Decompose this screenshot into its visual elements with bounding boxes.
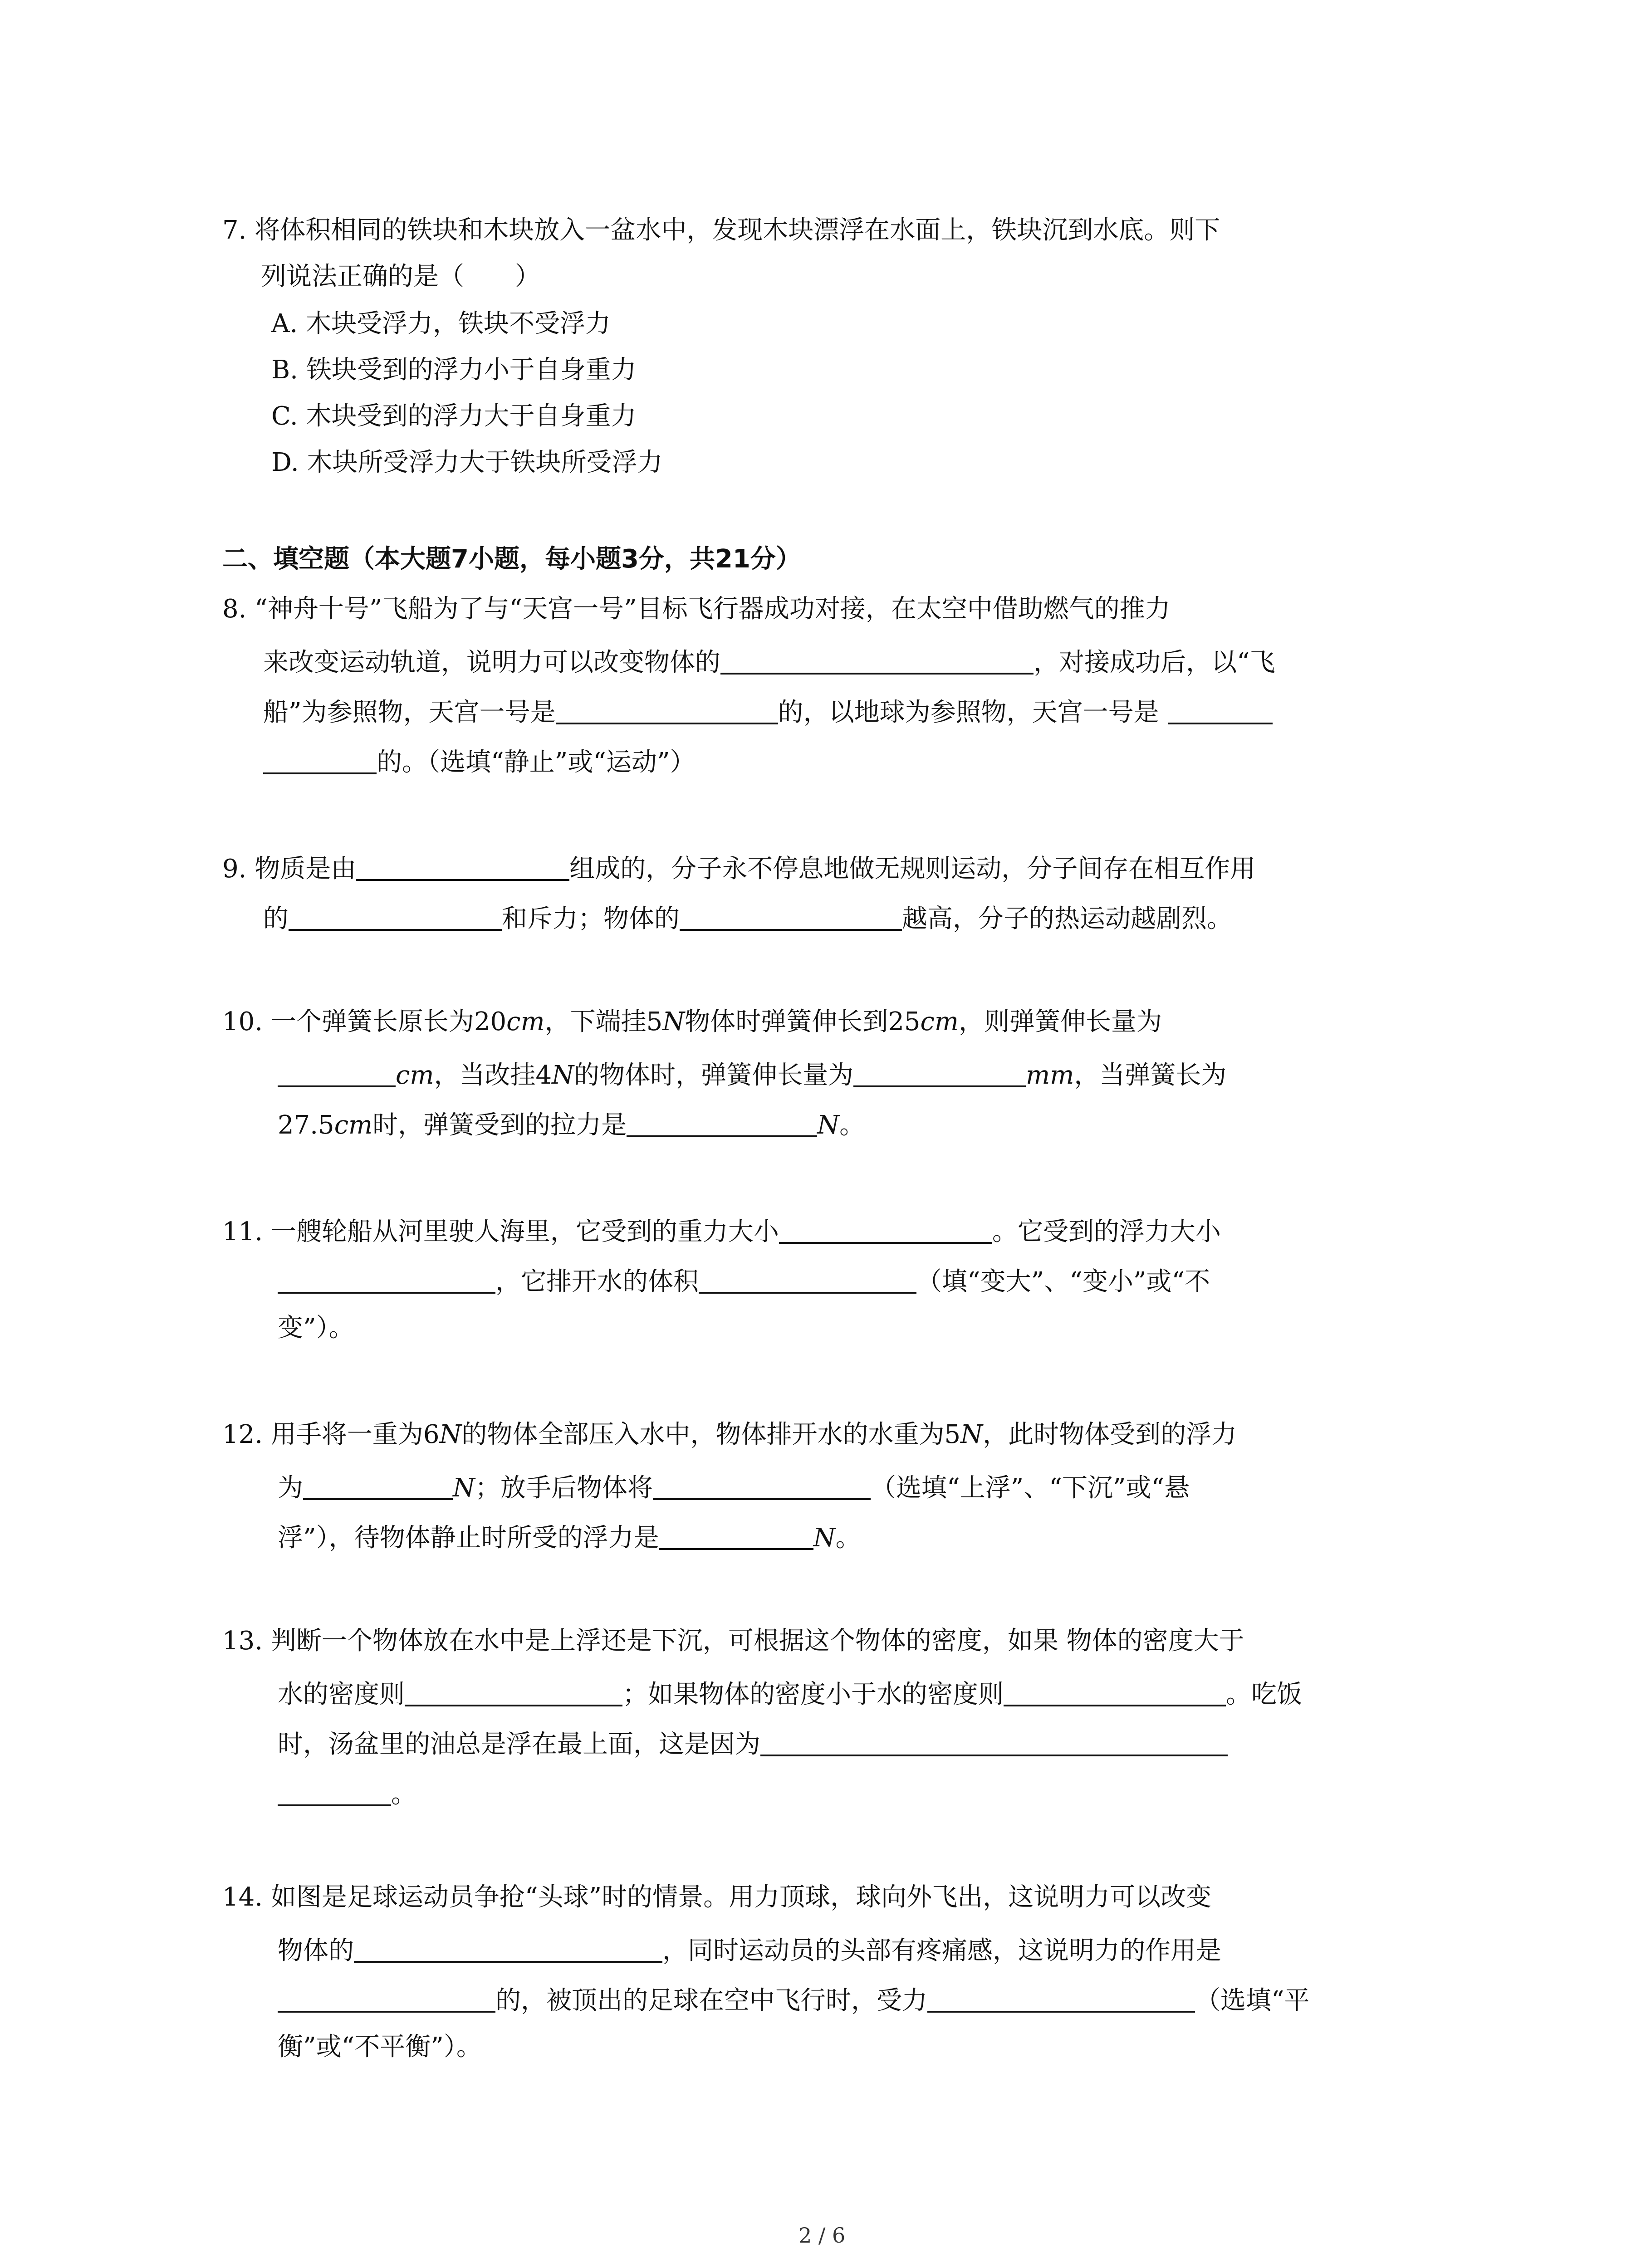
q12-text: ；放手后物体将 [475,1473,653,1503]
q12-unit: N [439,1420,462,1449]
q11-line1 [222,1216,1221,1245]
q9-line2 [263,903,1232,932]
q12-line2 [278,1472,1190,1501]
q11-blank-3[interactable] [699,1266,916,1294]
q10-value: 4 [535,1061,552,1090]
q10-value: 5 [646,1007,663,1036]
q14-line2 [278,1935,1221,1964]
q14-text: 的，被顶出的足球在空中飞行时，受力 [495,1986,927,2015]
q9-blank-3[interactable] [680,903,902,931]
q10-unit: cm [920,1007,959,1036]
q13-blank-1[interactable] [405,1678,622,1706]
q12-unit: N [960,1420,983,1449]
q8-line1: 8. “神舟十号”飞船为了与“天宫一号”目标飞行器成功对接，在太空中借助燃气的推力 [222,594,1171,624]
q10-text: ，下端挂 [544,1007,647,1036]
q12-text: 的物体全部压入水中，物体排开水的水重为 [461,1420,945,1449]
section-title: 二、填空题（本大题7小题，每小题3分，共21分） [222,544,801,574]
q10-unit: N [552,1061,574,1090]
q14-text: ，同时运动员的头部有疼痛感，这说明力的作用是 [662,1936,1221,1965]
q8-blank-3b[interactable] [263,746,377,774]
q10-line2 [278,1059,1226,1088]
q14-text: （选填“平 [1195,1986,1310,2015]
q11-line2 [278,1266,1210,1295]
q10-text: 10. 一个弹簧长原长为 [222,1007,474,1036]
q8-text: 来改变运动轨道，说明力可以改变物体的 [263,648,720,677]
q10-text: ，当改挂 [434,1061,536,1090]
q13-blank-3a[interactable] [760,1728,1228,1756]
q9-text: 组成的，分子永不停息地做无规则运动，分子间存在相互作用 [569,854,1256,884]
q10-text: ，则弹簧伸长量为 [958,1007,1162,1036]
q10-text: 物体时弹簧伸长到 [685,1007,888,1036]
q8-text: ，对接成功后，以“飞 [1034,648,1275,677]
q13-line4 [278,1778,416,1807]
q14-line1: 14. 如图是足球运动员争抢“头球”时的情景。用力顶球，球向外飞出，这说明力可以改变 [222,1882,1212,1912]
q7-option-b: B. 铁块受到的浮力小于自身重力 [271,355,637,385]
q11-text: 11. 一艘轮船从河里驶人海里，它受到的重力大小 [222,1217,779,1246]
q8-blank-3a[interactable] [1168,696,1273,724]
q8-text: 的。（选填“静止”或“运动”） [377,748,696,777]
q11-text: 。它受到的浮力大小 [992,1217,1221,1246]
q12-text: 12. 用手将一重为 [222,1420,423,1449]
q10-unit: cm [334,1110,373,1140]
q12-unit: N [453,1473,475,1503]
q13-line3 [278,1728,1228,1757]
q14-text: 物体的 [278,1936,354,1965]
q14-blank-3[interactable] [927,1984,1195,2013]
q11-text: ，它排开水的体积 [495,1267,699,1296]
q12-text: （选填“上浮”、“下沉”或“悬 [871,1473,1190,1503]
q9-text: 9. 物质是由 [222,854,357,884]
q7-option-c: C. 木块受到的浮力大于自身重力 [271,401,637,431]
q8-text: 船”为参照物，天宫一号是 [263,698,556,727]
q9-line1 [222,853,1255,882]
q12-value: 5 [944,1420,961,1449]
q8-blank-1[interactable] [720,646,1034,675]
page-number: 2 / 6 [798,2223,846,2248]
q9-text: 的 [263,904,289,934]
q14-line3 [278,1984,1310,2014]
q10-text: 时，弹簧受到的拉力是 [372,1110,627,1140]
q10-blank-3[interactable] [627,1109,817,1137]
q12-value: 6 [423,1420,440,1449]
q7-option-a: A. 木块受浮力，铁块不受浮力 [271,309,611,338]
q10-blank-1[interactable] [278,1059,396,1087]
q10-unit: N [662,1007,685,1036]
q12-line1 [222,1422,1237,1447]
q12-text: 。 [835,1523,861,1553]
q13-line2 [278,1678,1302,1707]
q9-text: 和斥力；物体的 [502,904,680,934]
q7-line1: 7. 将体积相同的铁块和木块放入一盆水中，发现木块漂浮在水面上，铁块沉到水底。则下 [222,215,1220,245]
q8-line4 [263,746,696,775]
q7-option-d: D. 木块所受浮力大于铁块所受浮力 [271,448,663,477]
q12-text: 浮”），待物体静止时所受的浮力是 [278,1523,659,1553]
q9-blank-1[interactable] [356,853,569,881]
q10-line3 [278,1109,865,1138]
q12-blank-3[interactable] [659,1522,813,1550]
q9-blank-2[interactable] [289,903,502,931]
q12-blank-1[interactable] [303,1472,453,1500]
q12-text: 为 [278,1473,303,1503]
q13-text: 时，汤盆里的油总是浮在最上面，这是因为 [278,1730,760,1759]
q10-line1 [222,1009,1162,1035]
q12-blank-2[interactable] [653,1472,871,1500]
q10-text: ，当弹簧长为 [1074,1061,1227,1090]
q10-blank-2[interactable] [853,1059,1026,1087]
q12-unit: N [813,1523,836,1553]
q13-text: 。 [391,1779,416,1809]
q13-blank-3b[interactable] [278,1778,391,1806]
q8-blank-2[interactable] [556,696,778,724]
q11-blank-2[interactable] [278,1266,495,1294]
q13-text: ；如果物体的密度小于水的密度则 [622,1680,1004,1709]
q10-value: 20 [474,1007,507,1036]
q12-text: ，此时物体受到的浮力 [983,1420,1237,1449]
q13-line1: 13. 判断一个物体放在水中是上浮还是下沉，可根据这个物体的密度，如果 物体的密度大于 [222,1626,1244,1656]
q13-text: 。吃饭 [1226,1680,1302,1709]
q10-value: 27.5 [278,1110,334,1140]
q10-text: 。 [839,1110,865,1140]
q9-text: 越高，分子的热运动越剧烈。 [902,904,1232,934]
q8-line2 [263,646,1275,675]
q14-blank-1[interactable] [354,1935,662,1963]
q7-line2: 列说法正确的是（ ） [261,262,540,291]
q14-blank-2[interactable] [278,1984,495,2013]
q14-line4: 衡”或“不平衡”）。 [278,2032,482,2062]
q10-unit: mm [1026,1061,1074,1090]
q8-line3 [263,696,1273,725]
q10-value: 25 [888,1007,921,1036]
q12-line3 [278,1522,861,1551]
q10-unit: cm [396,1061,434,1090]
q11-blank-1[interactable] [779,1216,992,1244]
q10-unit: cm [506,1007,545,1036]
q13-text: 水的密度则 [278,1680,405,1709]
q11-text: （填“变大”、“变小”或“不 [916,1267,1210,1296]
q10-text: 的物体时，弹簧伸长量为 [574,1061,854,1090]
q8-text: 的，以地球为参照物，天宫一号是 [778,698,1159,727]
q10-unit: N [817,1110,840,1140]
q13-blank-2[interactable] [1004,1678,1226,1706]
q11-line3: 变”）。 [278,1313,354,1343]
